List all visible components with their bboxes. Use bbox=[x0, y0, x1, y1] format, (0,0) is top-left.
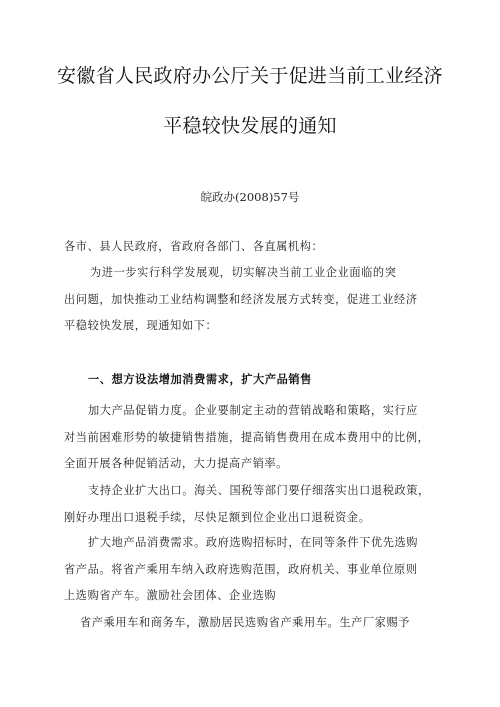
addressee-block bbox=[64, 234, 444, 261]
document-number: 皖政办(2008)57号 bbox=[200, 190, 300, 204]
paragraph-line: 刚好办理出口退税手续，尽快足额到位企业出口退税资金。 bbox=[64, 510, 371, 524]
intro-line: 出问题，加快推动工业结构调整和经济发展方式转变，促进工业经济 bbox=[64, 292, 418, 306]
document-title-line-2: 平稳较快发展的通知 bbox=[163, 115, 337, 137]
document-title-line-1: 安徽省人民政府办公厅关于促进当前工业经济 bbox=[56, 65, 443, 87]
section1-paragraph-4 bbox=[64, 610, 454, 637]
section1-paragraph-1 bbox=[64, 398, 454, 478]
paragraph-line: 省产品。将省产乘用车纳入政府选购范围，政府机关、事业单位原则 bbox=[64, 562, 418, 576]
section-heading-1: 一、想方设法增加消费需求，扩大产品销售 bbox=[88, 372, 312, 386]
section1-paragraph-2 bbox=[64, 478, 454, 531]
paragraph-line: 扩大地产品消费需求。政府选购招标时，在同等条件下优先选购 bbox=[88, 536, 419, 549]
paragraph-line: 加大产品促销力度。企业要制定主动的营销战略和策略，实行应 bbox=[88, 404, 419, 417]
paragraph-line: 上选购省产车。激励社会团体、企业选购 bbox=[64, 589, 277, 602]
intro-line: 为进一步实行科学发展观，切实解决当前工业企业面临的突 bbox=[90, 266, 397, 279]
paragraph-line: 对当前困难形势的敏捷销售措施，提高销售费用在成本费用中的比例， bbox=[64, 430, 430, 444]
intro-paragraph bbox=[64, 260, 444, 340]
paragraph-line: 支持企业扩大出口。海关、国税等部门要仔细落实出口退税政策， bbox=[88, 484, 430, 497]
section1-paragraph-3 bbox=[64, 530, 454, 610]
paragraph-line: 省产乘用车和商务车，激励居民选购省产乘用车。生产厂家赐予 bbox=[80, 616, 411, 629]
addressee-line: 各市、县人民政府，省政府各部门、各直属机构： bbox=[64, 240, 324, 253]
paragraph-line: 全面开展各种促销活动，大力提高产销率。 bbox=[64, 457, 288, 470]
intro-line: 平稳较快发展，现通知如下： bbox=[64, 319, 218, 332]
